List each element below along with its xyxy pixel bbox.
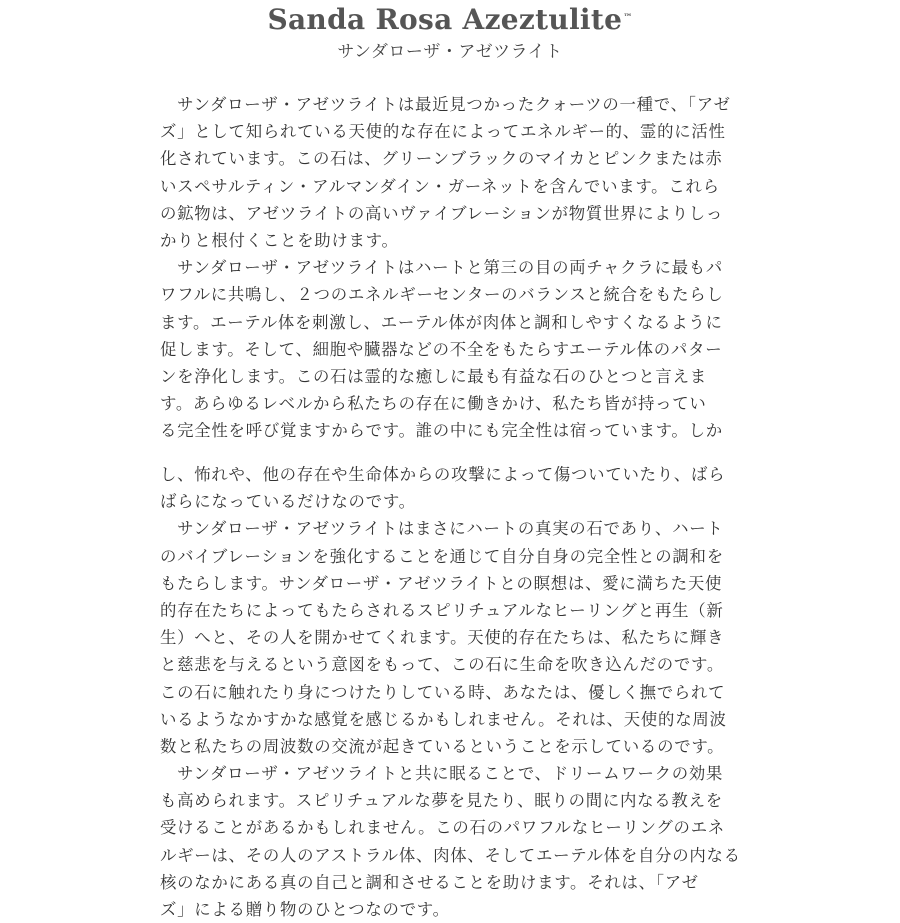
text-line: この石に触れたり身につけたりしている時、あなたは、優しく撫でられて bbox=[160, 682, 726, 702]
text-line: ばらになっているだけなのです。 bbox=[160, 492, 416, 512]
text-line: 核のなかにある真の自己と調和させることを助けます。それは、「アゼ bbox=[160, 872, 699, 892]
text-line: サンダローザ・アゼツライトはハートと第三の目の両チャクラに最もパ bbox=[160, 258, 724, 278]
trademark-symbol: ™ bbox=[623, 13, 633, 23]
text-line: 数と私たちの周波数の交流が起きているということを示しているのです。 bbox=[160, 736, 725, 756]
text-line: ンを浄化します。この石は霊的な癒しに最も有益な石のひとつと言えま bbox=[160, 366, 707, 386]
text-line: 受けることがあるかもしれません。この石のパワフルなヒーリングのエネ bbox=[160, 818, 725, 838]
page-title bbox=[0, 3, 900, 37]
text-line: かりと根付くことを助けます。 bbox=[160, 230, 399, 250]
text-line: ワフルに共鳴し、２つのエネルギーセンターのバランスと統合をもたらし bbox=[160, 285, 724, 305]
text-line: ます。エーテル体を刺激し、エーテル体が肉体と調和しやすくなるように bbox=[160, 312, 723, 332]
text-line: ズ」として知られている天使的な存在によってエネルギー的、霊的に活性 bbox=[160, 122, 726, 142]
text-line: ズ」による贈り物のひとつなのです。 bbox=[160, 900, 450, 919]
text-line: 生）へと、その人を開かせてくれます。天使的存在たちは、私たちに輝き bbox=[160, 628, 725, 648]
text-line: し、怖れや、他の存在や生命体からの攻撃によって傷ついていたり、ばら bbox=[160, 465, 726, 484]
text-line: のバイブレーションを強化することを通じて自分自身の完全性との調和を bbox=[160, 546, 724, 566]
text-line: いるようなかすかな感覚を感じるかもしれません。それは、天使的な周波 bbox=[160, 709, 727, 729]
text-line: サンダローザ・アゼツライトはまさにハートの真実の石であり、ハート bbox=[160, 519, 724, 539]
text-line: もたらします。サンダローザ・アゼツライトとの瞑想は、愛に満ちた天使 bbox=[160, 573, 723, 593]
text-line: の鉱物は、アゼツライトの高いヴァイブレーションが物質世界によりしっ bbox=[160, 203, 724, 223]
text-line: 化されています。この石は、グリーンブラックのマイカとピンクまたは赤 bbox=[160, 149, 723, 169]
title-text: Sanda Rosa Azeztulite bbox=[267, 3, 623, 36]
text-line: も高められます。スピリチュアルな夢を見たり、眠りの間に内なる教えを bbox=[160, 791, 723, 811]
text-line: ルギーは、その人のアストラル体、肉体、そしてエーテル体を自分の内なる bbox=[160, 845, 741, 865]
body-text-block-1 bbox=[160, 91, 745, 444]
text-line: と慈悲を与えるという意図をもって、この石に生命を吹き込んだのです。 bbox=[160, 655, 724, 675]
text-line: サンダローザ・アゼツライトは最近見つかったクォーツの一種で、「アゼ bbox=[160, 95, 731, 114]
text-line: す。あらゆるレベルから私たちの存在に働きかけ、私たち皆が持ってい bbox=[160, 394, 707, 414]
text-line: サンダローザ・アゼツライトと共に眠ることで、ドリームワークの効果 bbox=[160, 764, 724, 784]
text-line: いスペサルティン・アルマンダイン・ガーネットを含んでいます。これら bbox=[160, 176, 720, 196]
text-line: る完全性を呼び覚ますからです。誰の中にも完全性は宿っています。しか bbox=[160, 421, 723, 441]
text-line: 的存在たちによってもたらされるスピリチュアルなヒーリングと再生（新 bbox=[160, 600, 724, 620]
page-subtitle: サンダローザ・アゼツライト bbox=[337, 42, 563, 62]
text-line: 促します。そして、細胞や臓器などの不全をもたらすエーテル体のパター bbox=[160, 339, 723, 359]
body-text-block-2 bbox=[160, 461, 745, 923]
